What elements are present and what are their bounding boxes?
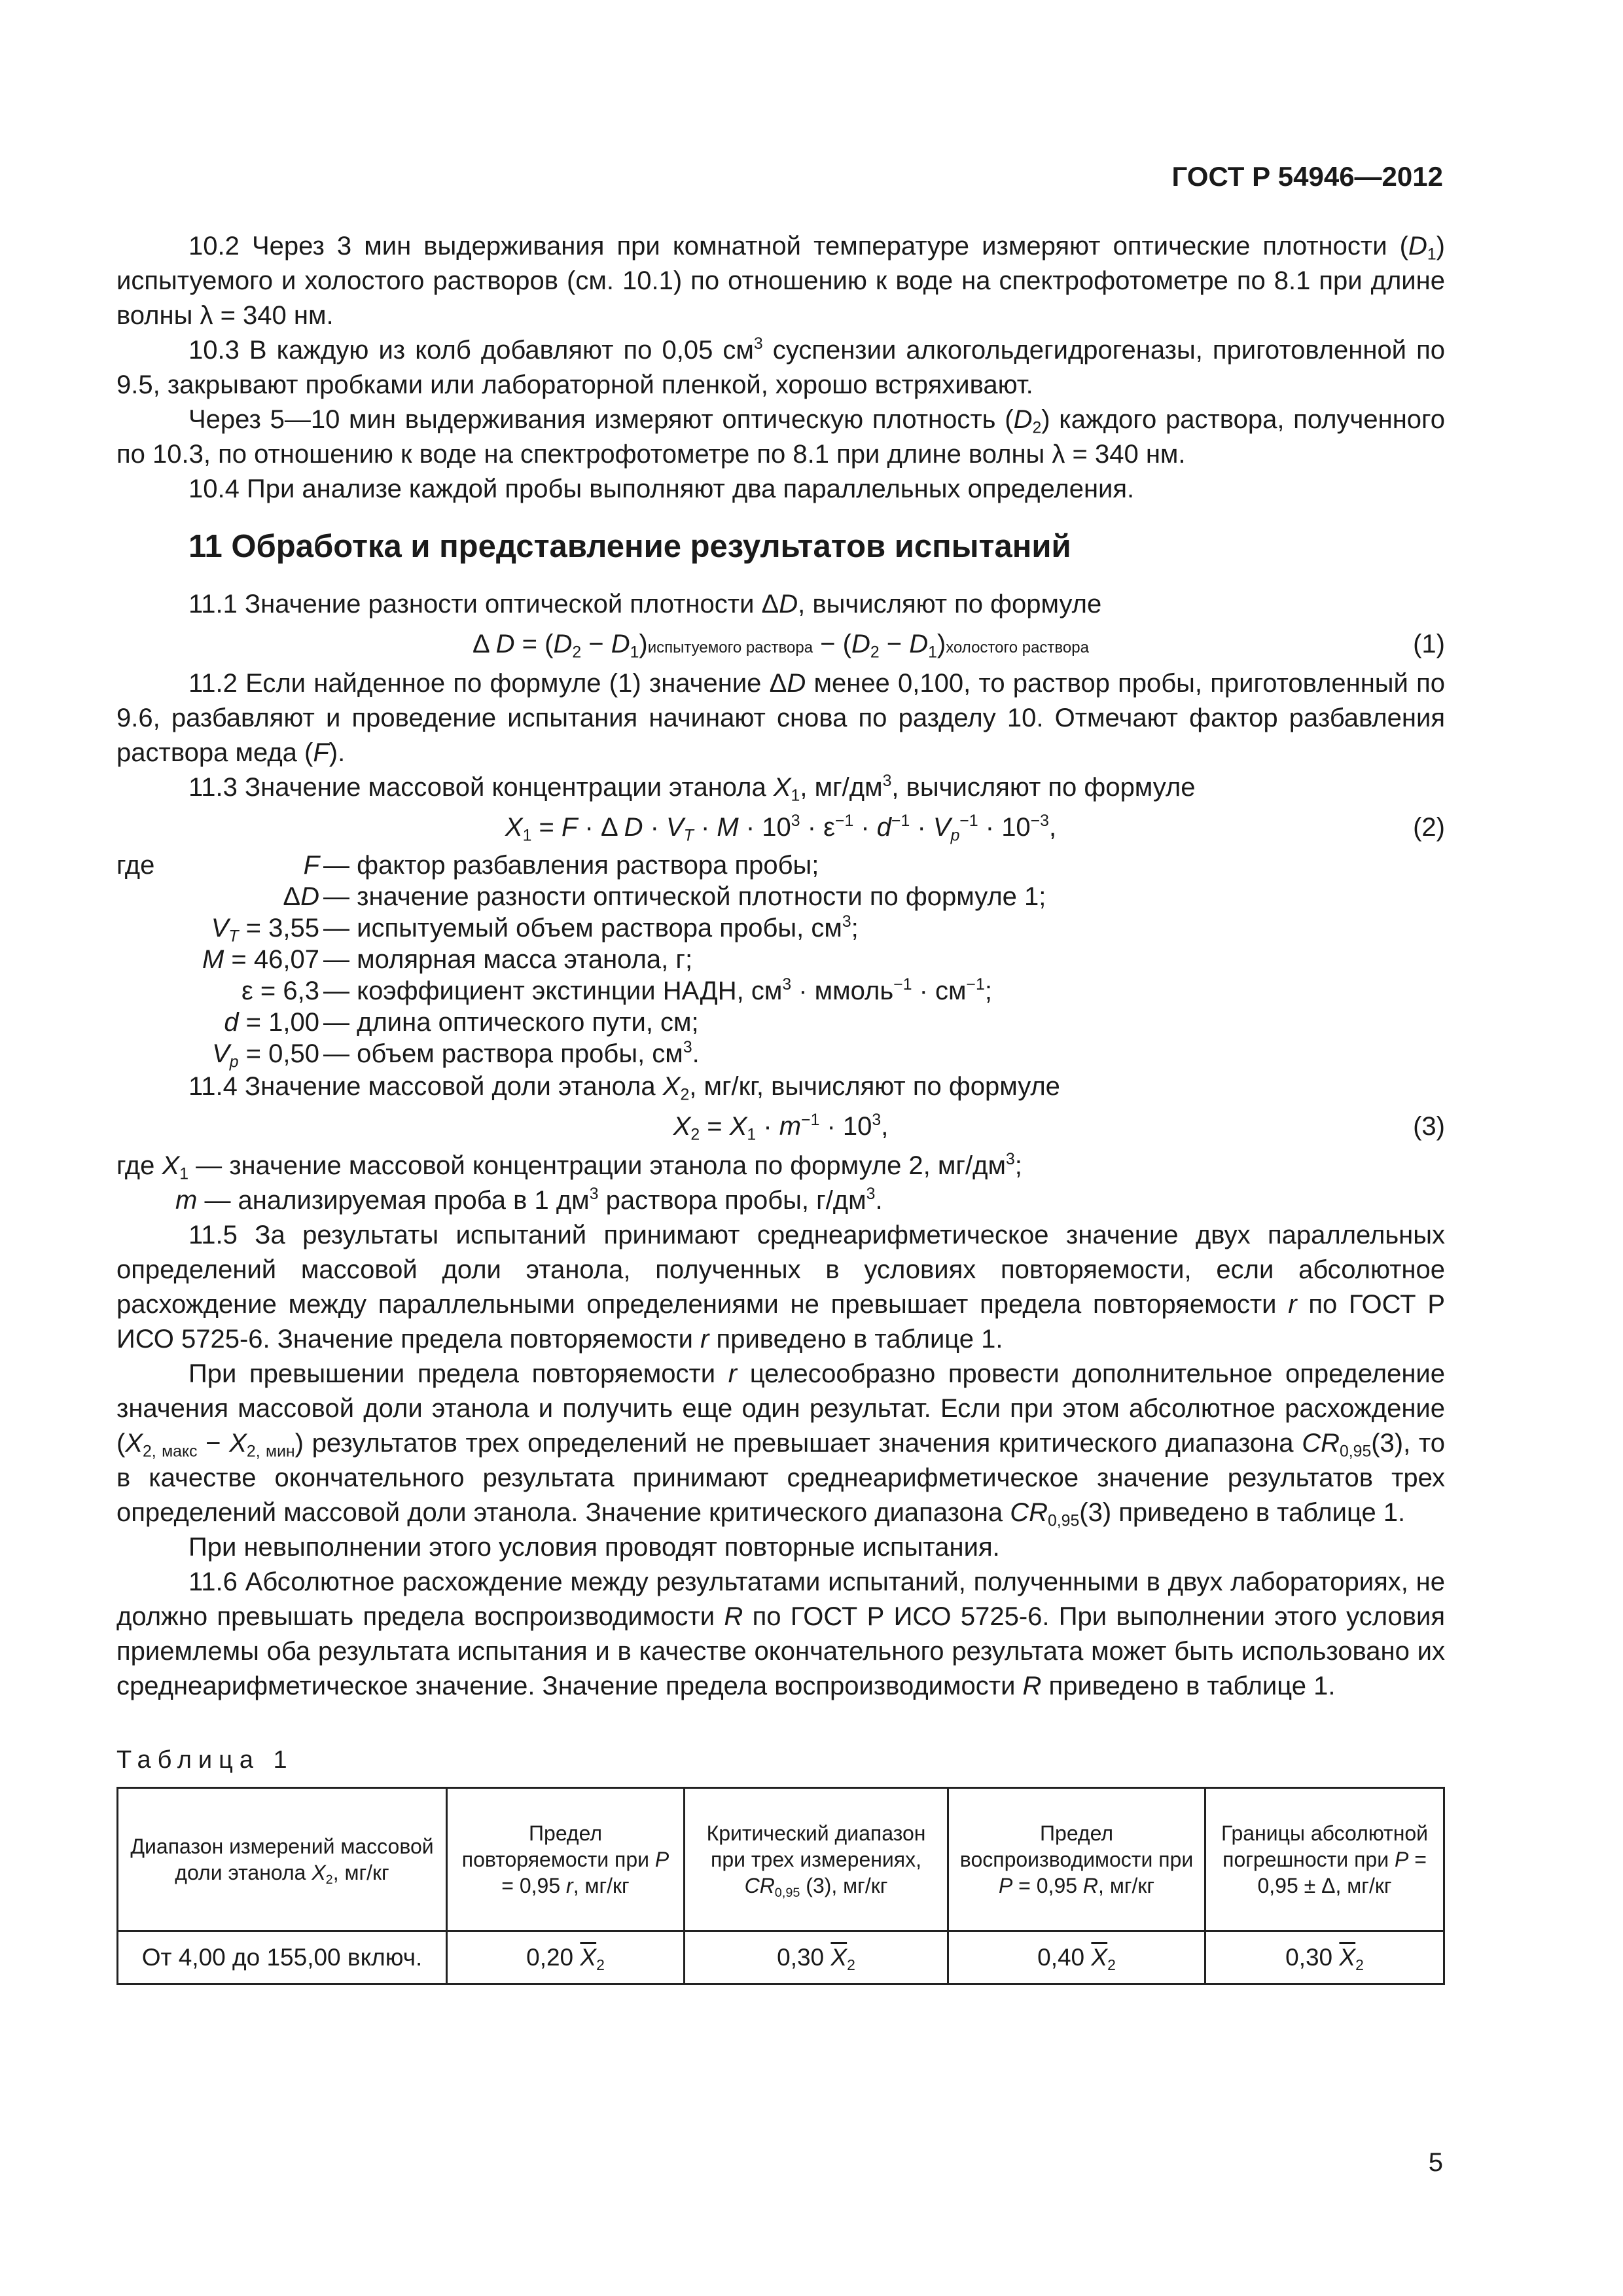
results-table bbox=[116, 1787, 1445, 1985]
paragraph-10-3: 10.3 В каждую из колб добавляют по 0,05 $см^3$ суспензии алкогольдегидрогеназы, приготовленной по 9.5, закрывают пробками или лабораторной пленкой, хорошо встряхивают. bbox=[116, 335, 1445, 399]
page-body bbox=[116, 229, 1445, 1985]
table-header-row bbox=[118, 1788, 1444, 1931]
paragraph-11-5: 11.5 За результаты испытаний принимают среднеарифметическое значение двух параллельных определений массовой доли этанола, полученных в условиях повторяемости, если абсолютное расхождение между параллельными определениями не превышает предела повторяемости r по ГОСТ Р ИСО 5725-6. Значение предела повторяемости r приведено в таблице 1. bbox=[116, 1221, 1446, 1354]
paragraph-10-2: 10.2 Через 3 мин выдерживания при комнатной температуре измеряют оптические плотности $(D_1)$ испытуемого и холостого растворов (см. 10.1) по отношению к воде на спектрофотометре по 8.1 при длине волны λ = 340 нм. bbox=[116, 232, 1445, 330]
table-header-cell: Критический диапазон при трех измерениях, $CR_{0,95}$ (3), мг/кг bbox=[685, 1788, 948, 1931]
section-heading: 11 Обработка и представление результатов испытаний bbox=[188, 529, 1071, 564]
table-cell: 0,30 $\overline{X}_2$ bbox=[1205, 1931, 1444, 1984]
where-list: где F — фактор разбавления раствора пробы; ΔD — значение разности оптической плотности по формуле 1; $V_T = 3,55$ — испытуемый объем раствора пробы, $см^3$; M = 46,07 — молярная масса этанола, г; ε = 6,3 — коэффициент экстинции НАДН, $см^3$ · ммоль$^{-1}$ · $см^{-1}$; d = 1,00 — длина оптического пути, см; $V_p = 0,50$ — объем раствора пробы, $см^3$. bbox=[116, 851, 1046, 1071]
table-header-cell: Границы абсолютной погрешности при P = 0,95 ± Δ, мг/кг bbox=[1205, 1788, 1444, 1931]
formula-3: $X_2 = X_1 \cdot m^{-1} \cdot 10^3$, (3) bbox=[116, 1107, 1445, 1146]
table-header-cell: Предел воспроизводимости при P = 0,95 R, мг/кг bbox=[948, 1788, 1205, 1931]
paragraph-11-3: 11.3 Значение массовой концентрации этанола $X_1$, $мг/дм^3$, вычисляют по формуле bbox=[188, 772, 1196, 805]
formula-2-number: (2) bbox=[1413, 813, 1445, 842]
paragraph-11-5c: При невыполнении этого условия проводят повторные испытания. bbox=[188, 1533, 1000, 1562]
paragraph-11-2: 11.2 Если найденное по формуле (1) значение ΔD менее 0,100, то раствор пробы, приготовленный по 9.6, разбавляют и проведение испытания начинают снова по разделу 10. Отмечают фактор разбавления раствора меда (F). bbox=[116, 669, 1445, 767]
formula-2: $X_1 = F \cdot \Delta$ $D \cdot V_T \cdot M \cdot 10^3 \cdot \varepsilon^{-1} \cdot d^{-1} \cdot V_p^{-1} \cdot 10^{-3}$, (2) bbox=[116, 808, 1445, 847]
table-header-cell: Предел повторяемости при P = 0,95 r, мг/кг bbox=[447, 1788, 685, 1931]
document-code: ГОСТ Р 54946—2012 bbox=[1171, 161, 1443, 192]
formula-1: Δ $D = (D_2$ − $D_1)испытуемого$ раствора − ($D_2$ − $D_1)холостого$ раствора (1) bbox=[116, 624, 1445, 664]
where2-line2: m — анализируемая проба в 1 $дм^3$ раствора пробы, $г/дм^3$. bbox=[175, 1185, 883, 1215]
paragraph-11-5b: При превышении предела повторяемости r целесообразно провести дополнительное определение значения массовой доли этанола и получить еще один результат. Если при этом абсолютное расхождение $(X_{2, макс} - X_{2, мин})$ результатов трех определений не превышает значения критического диапазона $CR_{0,95}(3)$, то в качестве окончательного результата принимают среднеарифметическое значение результатов трех определений массовой доли этанола. Значение критического диапазона $CR_{0,95}(3)$ приведено в таблице 1. bbox=[116, 1359, 1446, 1530]
table-cell: 0,20 $\overline{X}_2$ bbox=[447, 1931, 685, 1984]
page-number: 5 bbox=[1428, 2148, 1443, 2177]
paragraph-10-3b: Через 5—10 мин выдерживания измеряют оптическую плотность $(D_2)$ каждого раствора, полученного по 10.3, по отношению к воде на спектрофотометре по 8.1 при длине волны λ = 340 нм. bbox=[116, 405, 1445, 469]
table-cell: 0,40 $\overline{X}_2$ bbox=[948, 1931, 1205, 1984]
paragraph-11-6: 11.6 Абсолютное расхождение между результатами испытаний, полученными в двух лабораториях, не должно превышать предела воспроизводимости R по ГОСТ Р ИСО 5725-6. При выполнении этого условия приемлемы оба результата испытания и в качестве окончательного результата может быть использовано их среднеарифметическое значение. Значение предела воспроизводимости R приведено в таблице 1. bbox=[116, 1568, 1446, 1700]
formula-1-number: (1) bbox=[1413, 630, 1445, 658]
table-caption: Таблица 1 bbox=[116, 1746, 294, 1774]
table-cell: От 4,00 до 155,00 включ. bbox=[118, 1931, 447, 1984]
table-header-cell: Диапазон измерений массовой доли этанола $X_2$, мг/кг bbox=[118, 1788, 447, 1931]
table-cell: 0,30 $\overline{X}_2$ bbox=[685, 1931, 948, 1984]
table-row bbox=[118, 1931, 1444, 1984]
paragraph-10-4: 10.4 При анализе каждой пробы выполняют два параллельных определения. bbox=[188, 475, 1135, 503]
formula-3-number: (3) bbox=[1413, 1112, 1445, 1141]
paragraph-11-4: 11.4 Значение массовой доли этанола $X_2$, мг/кг, вычисляют по формуле bbox=[188, 1072, 1060, 1104]
paragraph-11-1: 11.1 Значение разности оптической плотности ΔD, вычисляют по формуле bbox=[188, 590, 1102, 619]
where2-line1: где $X_1$ — значение массовой концентрации этанола по формуле 2, $мг/дм^3$; bbox=[116, 1151, 1022, 1183]
